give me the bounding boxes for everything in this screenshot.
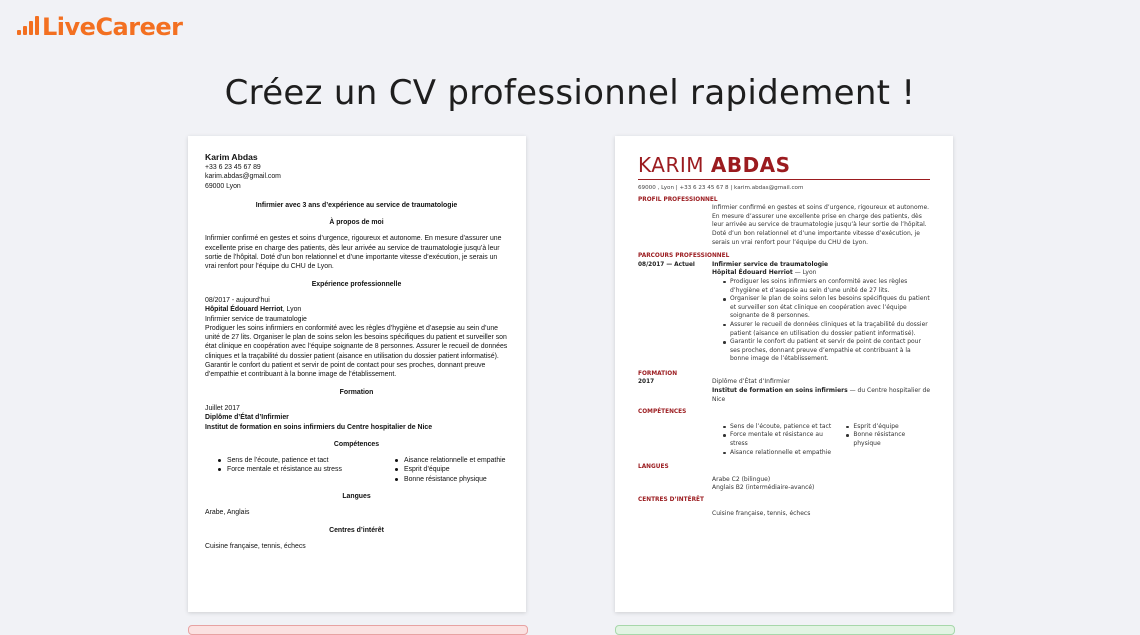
skill-item: Aisance relationnelle et empathie bbox=[404, 457, 506, 465]
experience-city: , Lyon bbox=[282, 306, 302, 314]
skills-heading: Compétences bbox=[333, 440, 380, 448]
skill-item: Bonne résistance physique bbox=[404, 475, 506, 484]
languages-heading: LANGUES bbox=[638, 464, 669, 471]
page-headline: Créez un CV professionnel rapidement ! bbox=[224, 72, 916, 113]
livecareer-logo[interactable] bbox=[17, 13, 182, 41]
bad-example-label bbox=[188, 625, 528, 635]
education-school: Institut de formation en soins infirmiers du Centre hospitalier de Nice bbox=[205, 423, 433, 431]
education-school-rest: — du Centre hospitalier de Nice bbox=[712, 387, 931, 403]
experience-bullet: Assurer le recueil de données cliniques et la traçabilité du dossier patient (aisance en utilisation du dossier patient informatisé). bbox=[730, 321, 931, 338]
education-school-line bbox=[712, 387, 931, 404]
cv-example-designed bbox=[615, 136, 953, 612]
interests-heading: Centres d’intérêt bbox=[329, 526, 384, 534]
logo-bars-icon bbox=[17, 16, 39, 38]
skill-item: Esprit d’équipe bbox=[404, 465, 506, 474]
good-example-label bbox=[615, 625, 955, 635]
education-date: Juillet 2017 bbox=[205, 404, 240, 412]
experience-city: — Lyon bbox=[792, 269, 817, 277]
experience-text: Prodiguer les soins infirmiers en conformité avec les règles d’hygiène et d’asepsie au sein d’une unité de 27 lits. Organiser le plan de soins selon les besoins spécifiques du patient et surveiller son état clinique en coopération avec l’équipe soignante de 8 personnes. Assurer le recueil de données cliniques et la traçabilité du dossier patient (aisance en utilisation du dossier patient informatisé). Garantir le confort du patient et servir de point de contact pour ses proches, donnant preuve d’empathie et contribuant à la bonne image de l’établissement. bbox=[205, 324, 508, 379]
experience-heading: PARCOURS PROFESSIONNEL bbox=[638, 253, 730, 260]
skill-item: Sens de l’écoute, patience et tact bbox=[227, 456, 382, 465]
name-divider bbox=[638, 179, 930, 180]
education-heading: Formation bbox=[339, 388, 374, 396]
skills-heading: COMPÉTENCES bbox=[638, 409, 687, 416]
skill-item: Bonne résistance physique bbox=[853, 431, 931, 448]
skill-item: Force mentale et résistance au stress bbox=[227, 465, 382, 474]
languages-heading: Langues bbox=[342, 493, 371, 501]
interests-text: Cuisine française, tennis, échecs bbox=[712, 509, 811, 517]
cv-email: karim.abdas@gmail.com bbox=[205, 173, 281, 181]
language-item: Anglais B2 (intermédiaire-avancé) bbox=[712, 484, 815, 492]
education-year: 2017 bbox=[638, 379, 655, 386]
experience-bullet: Garantir le confort du patient et servir de point de contact pour ses proches, donnant preuve d’empathie et contribuant à la bonne image de l’établissement. bbox=[730, 338, 931, 364]
education-heading: FORMATION bbox=[638, 370, 678, 377]
cv-last-name: ABDAS bbox=[710, 153, 791, 177]
experience-employer-line bbox=[712, 269, 931, 278]
languages-text: Arabe, Anglais bbox=[205, 509, 250, 517]
about-heading: À propos de moi bbox=[329, 219, 384, 227]
experience-employer-line bbox=[205, 305, 508, 314]
cv-example-plain bbox=[188, 136, 526, 612]
experience-role: Infirmier service de traumatologie bbox=[205, 315, 307, 323]
education-degree: Diplôme d’État d’Infirmier bbox=[205, 414, 289, 422]
cv-title: Infirmier avec 3 ans d’expérience au service de traumatologie bbox=[255, 201, 458, 209]
skill-item: Aisance relationnelle et empathie bbox=[730, 449, 835, 458]
cv-name: Karim Abdas bbox=[205, 152, 258, 162]
skill-item: Esprit d’équipe bbox=[853, 423, 931, 432]
logo-text: LiveCareer bbox=[42, 13, 183, 41]
skill-item: Force mentale et résistance au stress bbox=[730, 431, 835, 448]
experience-bullet: Prodiguer les soins infirmiers en conformité avec les règles d’hygiène et d’asepsie au sein d’une unité de 27 lits. bbox=[730, 278, 931, 295]
education-school: Institut de formation en soins infirmiers bbox=[712, 387, 848, 395]
experience-date: 08/2017 — Actuel bbox=[638, 261, 695, 268]
education-degree: Diplôme d’État d’Infirmier bbox=[712, 378, 790, 386]
profile-heading: PROFIL PROFESSIONNEL bbox=[638, 196, 718, 203]
interests-text: Cuisine française, tennis, échecs bbox=[205, 542, 306, 550]
experience-heading: Expérience professionnelle bbox=[311, 280, 402, 288]
profile-text: Infirmier confirmé en gestes et soins d’urgence, rigoureux et autonome. En mesure d’assurer une excellente prise en charge des patients, dès leur arrivée au service de traumatologie jusqu’à leur sortie de l’hôpital. Doté d’un bon relationnel et d’une importante vitesse d’exécution, je serais un vrai renfort pour l’équipe du CHU de Lyon. bbox=[712, 204, 930, 246]
about-text: Infirmier confirmé en gestes et soins d’urgence, rigoureux et autonome. En mesure d’assurer une excellente prise en charge des patients, dès leur arrivée au service de traumatologie jusqu’à leur sortie de l’hôpital. Doté d’un bon relationnel et d’une importante vitesse d’exécution, je serais un vrai renfort pour l’équipe du CHU de Lyon. bbox=[205, 235, 502, 271]
experience-employer: Hôpital Édouard Herriot bbox=[712, 269, 793, 277]
cv-city: 69000 Lyon bbox=[205, 182, 241, 190]
cv-name-heading bbox=[638, 154, 931, 176]
experience-bullets bbox=[712, 278, 931, 364]
skills-list bbox=[712, 423, 931, 457]
skills-list bbox=[205, 456, 508, 484]
cv-contact-line: 69000 , Lyon | +33 6 23 45 67 8 | karim.abdas@gmail.com bbox=[638, 185, 804, 191]
interests-heading: CENTRES D’INTÉRÊT bbox=[638, 497, 704, 503]
cv-first-name: KARIM bbox=[638, 153, 704, 177]
experience-date: 08/2017 - aujourd’hui bbox=[205, 296, 270, 304]
experience-bullet: Organiser le plan de soins selon les besoins spécifiques du patient et surveiller son état clinique en coopération avec l’équipe soignante de 8 personnes. bbox=[730, 295, 930, 320]
skill-item: Sens de l’écoute, patience et tact bbox=[730, 423, 835, 432]
experience-employer: Hôpital Édouard Herriot bbox=[205, 306, 283, 314]
cv-phone: +33 6 23 45 67 89 bbox=[205, 164, 261, 171]
experience-role: Infirmier service de traumatologie bbox=[712, 260, 829, 268]
language-item: Arabe C2 (bilingue) bbox=[712, 475, 771, 483]
